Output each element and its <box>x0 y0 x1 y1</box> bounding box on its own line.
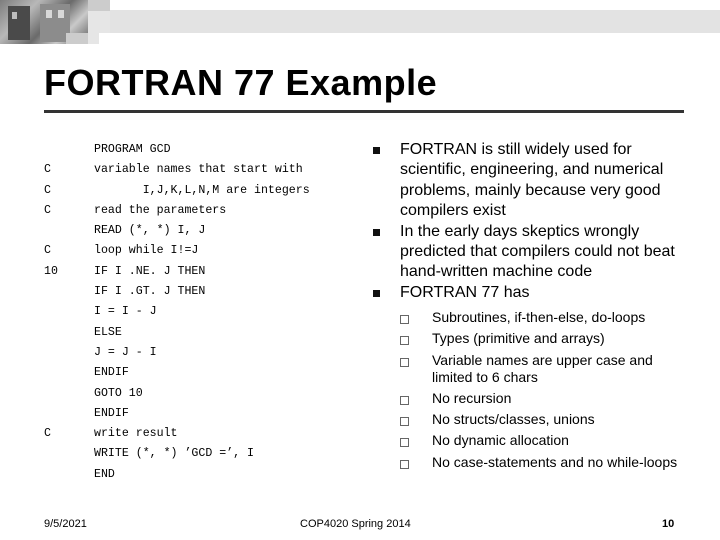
sub-bullet-item <box>373 352 683 386</box>
sub-bullet-text: Subroutines, if-then-else, do-loops <box>432 309 646 326</box>
code-line: I,J,K,L,N,M are integers <box>94 183 310 197</box>
code-label <box>44 221 58 241</box>
code-label <box>44 302 58 322</box>
square-bullet-icon <box>373 229 380 236</box>
hollow-square-bullet-icon <box>400 417 409 426</box>
sub-bullet-text: Types (primitive and arrays) <box>432 330 605 347</box>
code-line: IF I .NE. J THEN <box>94 264 206 278</box>
bullet-text: FORTRAN is still widely used for scientific, engineering, and numerical problems, mainly because very good compilers exist <box>400 141 664 220</box>
code-line: READ (*, *) I, J <box>94 224 206 238</box>
code-label <box>44 323 58 343</box>
code-line: loop while I!=J <box>94 244 199 258</box>
sub-bullet-item <box>373 454 683 471</box>
code-line: PROGRAM GCD <box>94 143 171 156</box>
code-line: ENDIF <box>94 366 129 380</box>
code-line: ELSE <box>94 325 122 339</box>
code-label <box>44 465 58 485</box>
code-block <box>94 140 310 485</box>
code-label: C <box>44 183 51 197</box>
footer-course: COP4020 Spring 2014 <box>300 518 411 530</box>
sub-bullet-text: No dynamic allocation <box>432 432 569 449</box>
code-line: read the parameters <box>94 203 227 217</box>
bullet-item <box>373 283 683 303</box>
sub-bullet-item <box>373 330 683 347</box>
sub-bullet-list <box>373 309 683 471</box>
bullet-text: In the early days skeptics wrongly predicted that compilers could not beat hand-written machine code <box>400 222 675 281</box>
sub-bullet-text: No recursion <box>432 390 512 407</box>
bullet-text: FORTRAN 77 has <box>400 283 530 301</box>
header-square <box>66 33 88 44</box>
code-line: WRITE (*, *) ’GCD =’, I <box>94 447 255 461</box>
code-line: I = I - J <box>94 305 157 319</box>
code-line: IF I .GT. J THEN <box>94 285 206 299</box>
code-line: GOTO 10 <box>94 386 143 400</box>
sub-bullet-text: Variable names are upper case and limited to 6 chars <box>432 351 653 385</box>
code-label <box>44 140 58 160</box>
code-label: C <box>44 244 51 258</box>
code-label <box>44 343 58 363</box>
header-square <box>88 33 99 44</box>
hollow-square-bullet-icon <box>400 438 409 447</box>
bullet-list <box>373 140 683 471</box>
code-line: END <box>94 467 115 481</box>
code-line: write result <box>94 427 178 441</box>
header-square <box>88 0 110 11</box>
bullet-item <box>373 140 683 222</box>
hollow-square-bullet-icon <box>400 315 409 324</box>
code-label <box>44 363 58 383</box>
sub-bullet-text: No case-statements and no while-loops <box>432 453 678 470</box>
code-label: C <box>44 163 51 177</box>
slide-title: FORTRAN 77 Example <box>44 62 438 103</box>
code-line: ENDIF <box>94 406 129 420</box>
code-label: 10 <box>44 264 58 278</box>
sub-bullet-item <box>373 432 683 449</box>
hollow-square-bullet-icon <box>400 460 409 469</box>
code-label <box>44 444 58 464</box>
square-bullet-icon <box>373 147 380 154</box>
bullet-item <box>373 222 683 283</box>
hollow-square-bullet-icon <box>400 336 409 345</box>
title-rule <box>44 110 684 113</box>
code-label <box>44 282 58 302</box>
code-line: J = J - I <box>94 345 157 359</box>
header-square <box>88 11 110 33</box>
code-label <box>44 384 58 404</box>
code-labels <box>44 140 58 485</box>
hollow-square-bullet-icon <box>400 396 409 405</box>
code-label <box>44 404 58 424</box>
page-number: 10 <box>662 518 675 530</box>
hollow-square-bullet-icon <box>400 358 409 367</box>
header-bar <box>110 10 720 33</box>
sub-bullet-text: No structs/classes, unions <box>432 411 595 428</box>
square-bullet-icon <box>373 290 380 297</box>
code-label: C <box>44 203 51 217</box>
sub-bullet-item <box>373 390 683 407</box>
footer-date: 9/5/2021 <box>44 518 87 530</box>
code-label: C <box>44 427 51 441</box>
sub-bullet-item <box>373 309 683 326</box>
sub-bullet-item <box>373 411 683 428</box>
code-line: variable names that start with <box>94 163 303 177</box>
